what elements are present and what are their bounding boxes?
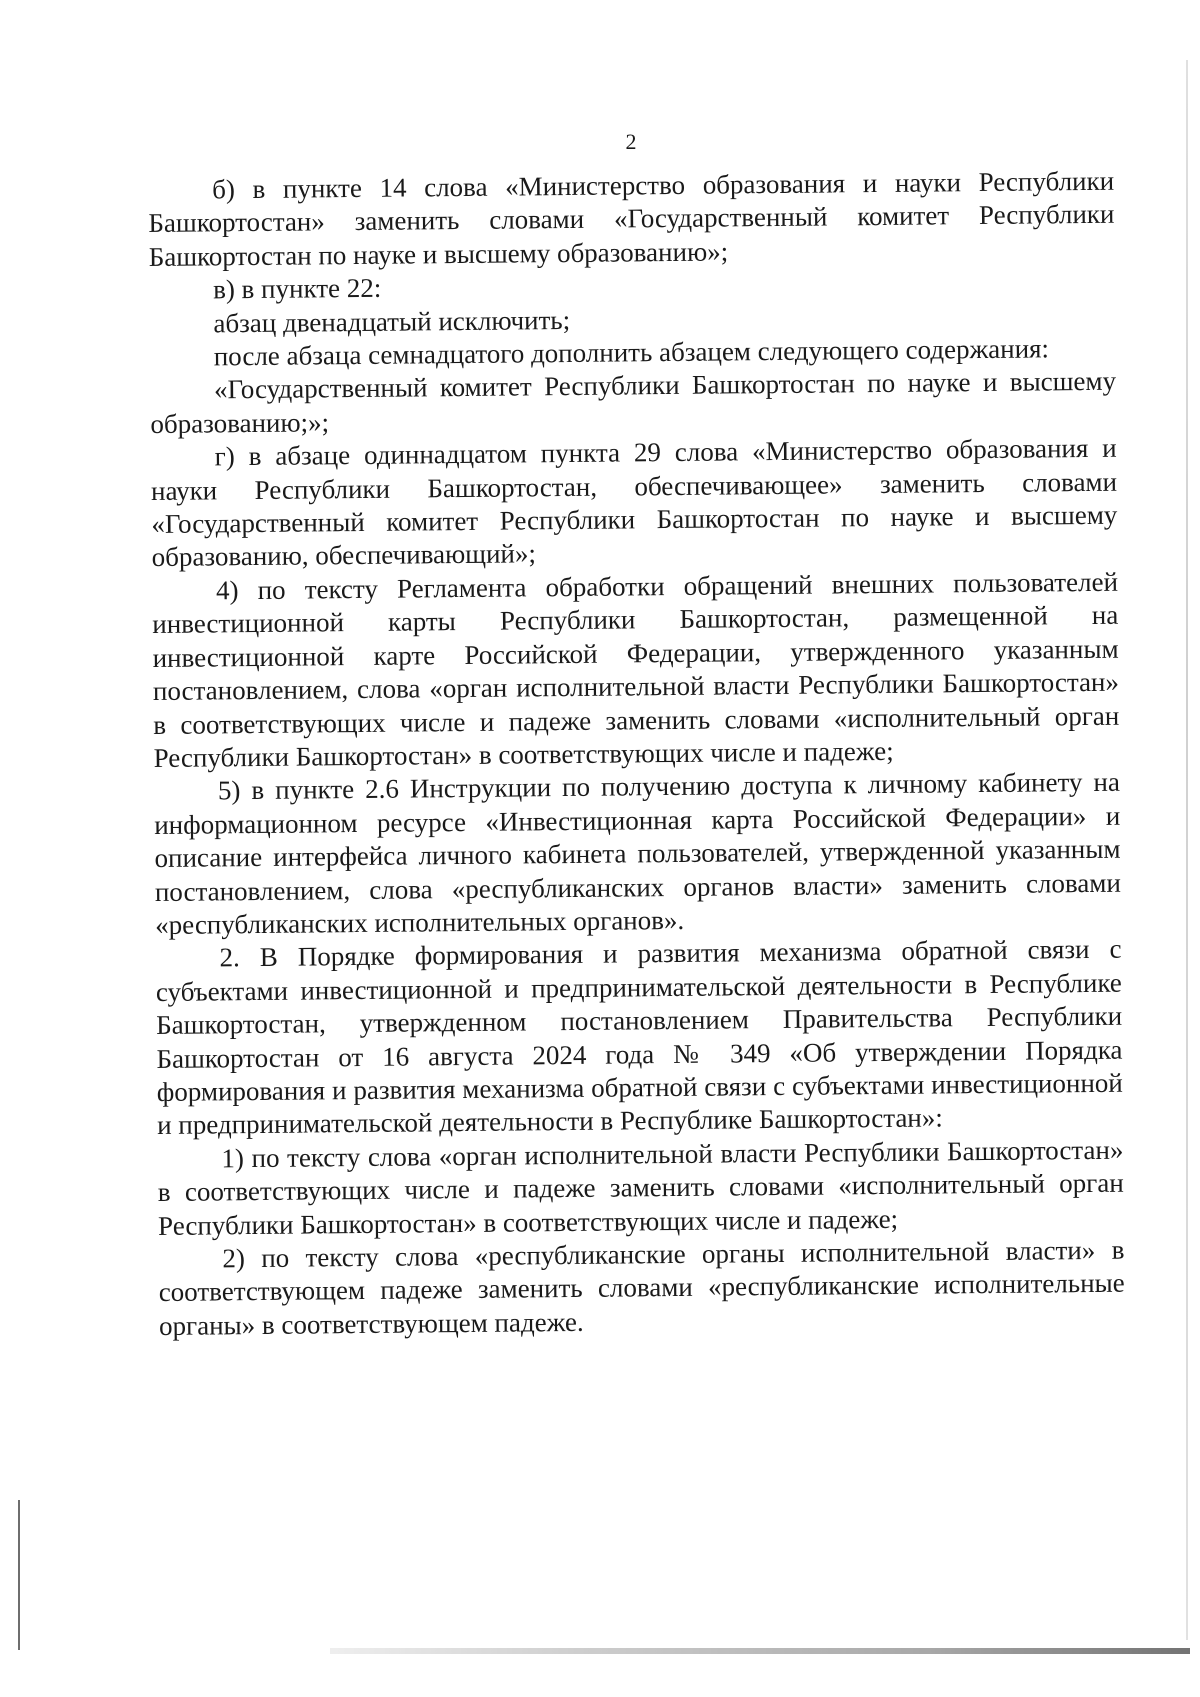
paragraph-v: в) в пункте 22: [212, 272, 382, 305]
paragraph-4: 4) по тексту Регламента обработки обращений внешних пользователей инвестиционной карты Республики Башкортостан, размещенной на инвестиционной карте Российской Федерации, утвержденного указанным постановлением, слова «орган исполнительной власти Республики Башкортостан» в соответствующих числе и падеже заменить словами «исполнительный орган Республики Башкортостан» в соответствующих числе и падеже; [152, 566, 1120, 773]
scan-edge-left [18, 1500, 20, 1650]
scan-bottom-artifact [330, 1648, 1190, 1654]
scan-edge-right [1186, 60, 1188, 1640]
paragraph-b: б) в пункте 14 слова «Министерство образования и науки Республики Башкортостан» заменить словами «Государственный комитет Республики Башкортостан по науке и высшему образованию»; [148, 165, 1115, 272]
paragraph-after-abzac-17: после абзаца семнадцатого дополнить абзацем следующего содержания: [213, 333, 1050, 372]
paragraph-2-2: 2) по тексту слова «республиканские органы исполнительной власти» в соответствующем падеже заменить словами «республиканские исполнительные органы» в соответствующем падеже. [158, 1234, 1125, 1341]
document-body [148, 165, 1125, 1343]
paragraph-5: 5) в пункте 2.6 Инструкции по получению доступа к личному кабинету на информационном ресурсе «Инвестиционная карта Российской Федерации» и описание интерфейса личного кабинета пользователей, утвержденной указанным постановлением, слова «республиканских органов власти» заменить словами «республиканских исполнительных органов». [154, 767, 1121, 940]
paragraph-2-1: 1) по тексту слова «орган исполнительной власти Республики Башкортостан» в соответствующих числе и падеже заменить словами «исполнительный орган Республики Башкортостан» в соответствующих числе и падеже; [157, 1134, 1124, 1241]
paragraph-g: г) в абзаце одиннадцатом пункта 29 слова «Министерство образования и науки Республики Башкортостан, обеспечивающее» заменить словами «Государственный комитет Республики Башкортостан по науке и высшему образованию, обеспечивающий»; [150, 432, 1118, 573]
paragraph-inserted-text: «Государственный комитет Республики Башкортостан по науке и высшему образованию;»; [150, 366, 1117, 439]
paragraph-abzac-12: абзац двенадцатый исключить; [213, 304, 571, 339]
page-number: 2 [625, 129, 637, 154]
paragraph-section-2: 2. В Порядке формирования и развития механизма обратной связи с субъектами инвестиционной и предпринимательской деятельности в Республике Башкортостан, утвержденном постановлением Правительства Республики Башкортостан от 16 августа 2024 года № 349 «Об утверждении Порядка формирования и развития механизма обратной связи с субъектами инвестиционной и предпринимательской деятельности в Республике Башкортостан»: [155, 934, 1123, 1141]
